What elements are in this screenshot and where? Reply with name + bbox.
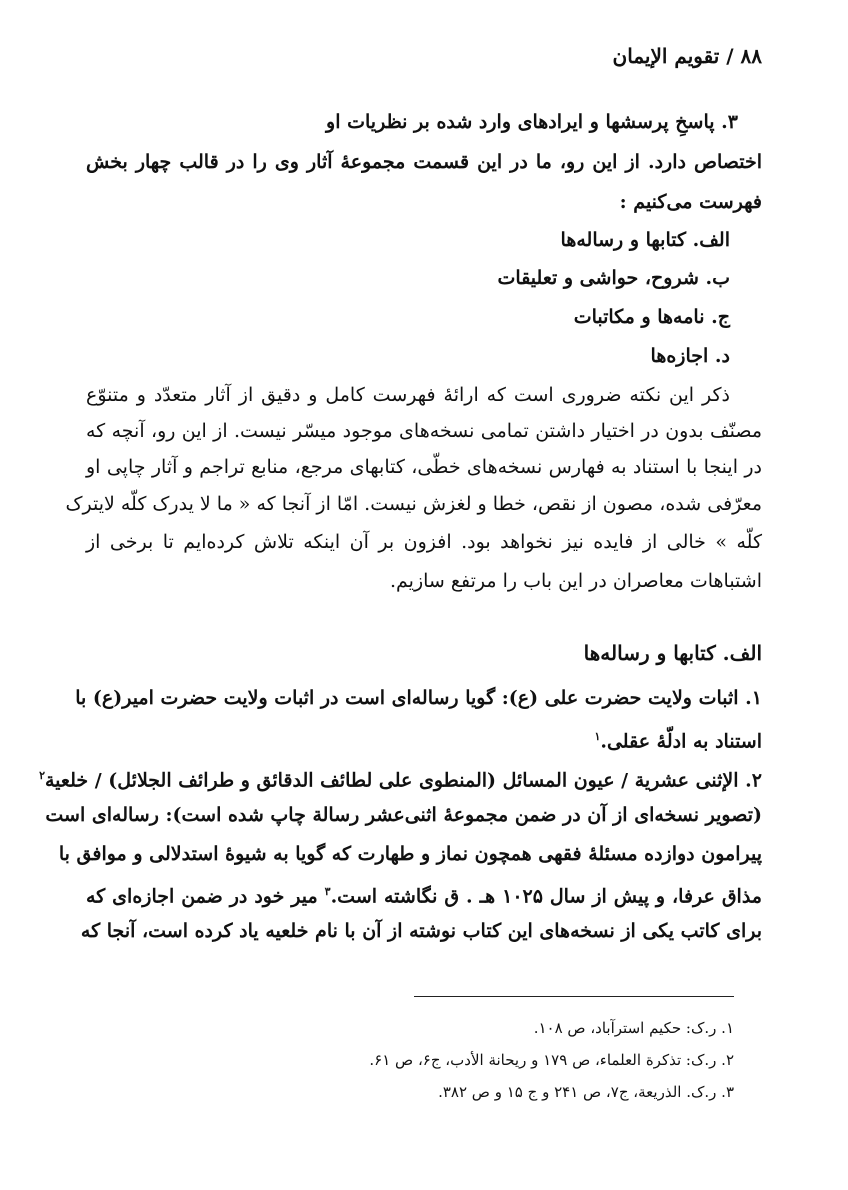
footnote-3: ۳. ر.ک. الذریعة، ج۷، ص ۲۴۱ و ج ۱۵ و ص ۳۸۲.	[438, 1083, 734, 1101]
intro-line-3: فهرست می‌کنیم :	[619, 191, 762, 213]
section-heading: الف. کتابها و رساله‌ها	[583, 641, 762, 665]
item2-line-5: برای کاتب یکی از نسخه‌های این کتاب نوشته از آن با نام خلعیه یاد کرده است، آنجا که	[80, 920, 762, 942]
footnote-ref-3: ۳	[324, 885, 331, 898]
paragraph-line-2: مصنّف بدون در اختیار داشتن تمامی نسخه‌های موجود میسّر نیست. از این رو، آنچه که	[86, 420, 762, 442]
paragraph-line-4: معرّفی شده، مصون از نقص، خطا و لغزش نیست. امّا از آنجا که « ما لا یدرک کلّه لایترک	[65, 493, 762, 515]
intro-line-1: ۳. پاسخِ پرسشها و ایرادهای وارد شده بر نظریات او	[326, 111, 738, 133]
paragraph-line-3: در اینجا با استناد به فهارس نسخه‌های خطّی، کتابهای مرجع، منابع تراجم و آثار چاپی او	[86, 456, 762, 478]
category-a: الف. کتابها و رساله‌ها	[560, 229, 730, 251]
paragraph-line-6: اشتباهات معاصران در این باب را مرتفع سازیم.	[389, 570, 762, 592]
item2-line-4	[86, 877, 762, 911]
item2-line-2: (تصویر نسخه‌ای از آن در ضمن مجموعهٔ اثنی‌عشر رسالة چاپ شده است): رساله‌ای است	[45, 804, 762, 826]
item2-line-4-end: میر خود در ضمن اجازه‌ای که	[86, 885, 325, 908]
footnote-2: ۲. ر.ک: تذکرة العلماء، ص ۱۷۹ و ریحانة الأدب، ج۶، ص ۶۱.	[369, 1051, 734, 1069]
page-header: ۸۸ / تقویم الإیمان	[612, 44, 762, 68]
footnote-1: ۱. ر.ک: حکیم استرآباد، ص ۱۰۸.	[533, 1019, 734, 1037]
paragraph-line-1: ذکر این نکته ضروری است که ارائهٔ فهرست کامل و دقیق از آثار متعدّد و متنوّع	[86, 384, 730, 406]
footnote-ref-1: ۱	[594, 730, 601, 743]
item2-line-4-start: مذاق عرفا، و پیش از سال ۱۰۲۵ هـ . ق نگاشته است.	[330, 885, 762, 908]
category-d: د. اجازه‌ها	[650, 345, 730, 367]
item2-title: ۲. الإثنی عشرية / عیون المسائل (المنطوی علی لطائف الدقائق و طرائف الجلائل) / خلعیة	[45, 769, 762, 792]
category-c: ج. نامه‌ها و مکاتبات	[573, 306, 730, 328]
item1-text: استناد به ادلّهٔ عقلی.	[600, 730, 762, 753]
item2-line-3: پیرامون دوازده مسئلهٔ فقهی همچون نماز و طهارت که گویا به شیوهٔ استدلالی و موافق با	[58, 843, 762, 865]
paragraph-line-5: کلّه » خالی از فایده نیز نخواهد بود. افزون بر آن اینکه تلاش کرده‌ایم تا برخی از	[86, 531, 762, 553]
intro-line-2: اختصاص دارد. از این رو، ما در این قسمت مجموعهٔ آثار وی را در قالب چهار بخش	[86, 151, 762, 173]
footnote-divider	[414, 996, 734, 997]
category-b: ب. شروح، حواشی و تعلیقات	[497, 267, 730, 289]
footnote-ref-2: ۲	[39, 769, 45, 782]
item1-line-1: ۱. اثبات ولایت حضرت علی (ع): گویا رساله‌ای است در اثبات ولایت حضرت امیر(ع) با	[75, 687, 762, 709]
item1-line-2	[594, 722, 762, 756]
item2-line-1	[39, 761, 762, 795]
